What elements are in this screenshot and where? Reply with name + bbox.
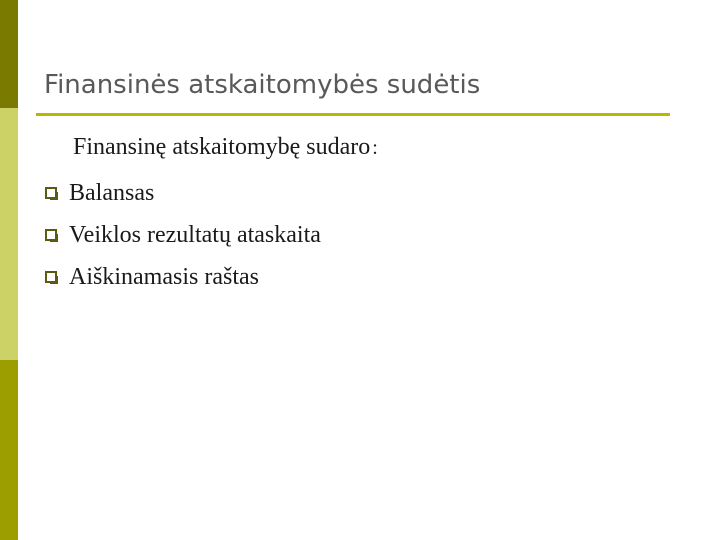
intro-text bbox=[73, 134, 378, 161]
list-item-label: Veiklos rezultatų ataskaita bbox=[69, 221, 321, 248]
title-underline bbox=[36, 113, 670, 116]
checkbox-bullet-icon bbox=[45, 187, 57, 199]
list-item-label: Balansas bbox=[69, 179, 155, 206]
sidebar-stripe-bottom bbox=[0, 360, 18, 540]
checkbox-bullet-icon bbox=[45, 271, 57, 283]
list-item bbox=[45, 214, 321, 256]
bullet-list bbox=[45, 172, 321, 298]
list-item bbox=[45, 172, 321, 214]
slide-title: Finansinės atskaitomybės sudėtis bbox=[44, 70, 481, 100]
intro-label: Finansinę atskaitomybę sudaro bbox=[73, 134, 371, 160]
sidebar-stripe-top bbox=[0, 0, 18, 108]
list-item-label: Aiškinamasis raštas bbox=[69, 263, 259, 290]
list-item bbox=[45, 256, 321, 298]
sidebar-stripe-middle bbox=[0, 108, 18, 360]
checkbox-bullet-icon bbox=[45, 229, 57, 241]
intro-colon: : bbox=[372, 137, 378, 159]
